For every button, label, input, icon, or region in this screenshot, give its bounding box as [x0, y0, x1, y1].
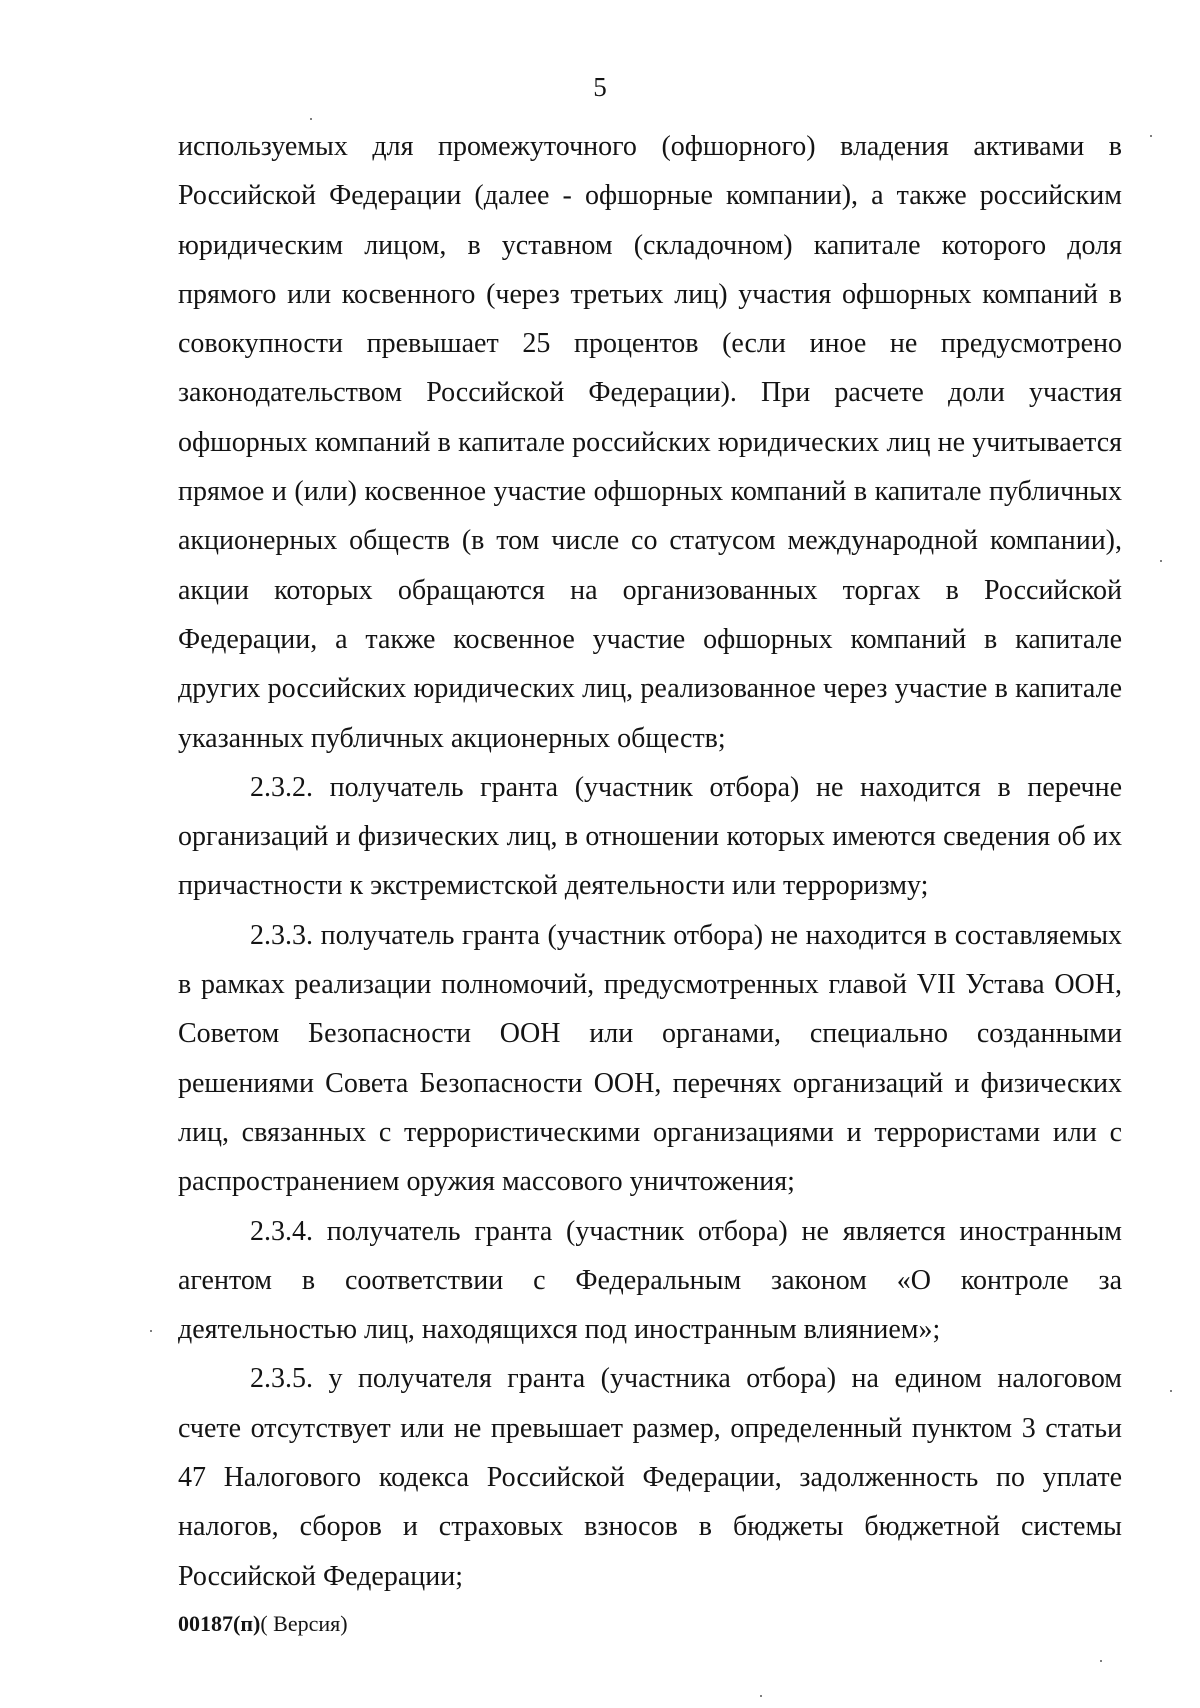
document-body — [178, 122, 1122, 1601]
paragraph-clause-2-3-3: 2.3.3. получатель гранта (участник отбора) не находится в составляемых в рамках реализации полномочий, предусмотренных главой VII Устава ООН, Советом Безопасности ООН или органами, специально созданными решениями Совета Безопасности ООН, перечнях организаций и физических лиц, связанных с террористическими организациями и террористами или с распространением оружия массового уничтожения; — [178, 919, 1122, 1198]
scan-speck — [1160, 560, 1162, 562]
scan-speck — [150, 1330, 152, 1332]
page-number: 5 — [593, 72, 607, 102]
scan-speck — [310, 118, 312, 120]
document-code: 00187(п) — [178, 1611, 261, 1636]
document-version: ( Версия) — [260, 1611, 348, 1636]
scan-speck — [1170, 1390, 1172, 1392]
paragraph-clause-2-3-2: 2.3.2. получатель гранта (участник отбора) не находится в перечне организаций и физических лиц, в отношении которых имеются сведения об их причастности к экстремистской деятельности или терроризму; — [178, 771, 1122, 902]
scan-speck — [1150, 135, 1152, 137]
paragraph-clause-2-3-5: 2.3.5. у получателя гранта (участника отбора) на едином налоговом счете отсутствует или не превышает размер, определенный пунктом 3 статьи 47 Налогового кодекса Российской Федерации, задолженность по уплате налогов, сборов и страховых взносов в бюджеты бюджетной системы Российской Федерации; — [178, 1363, 1122, 1592]
scan-speck — [760, 1695, 762, 1697]
paragraph-continuation: используемых для промежуточного (офшорного) владения активами в Российской Федерации (далее - офшорные компании), а также российским юридическим лицом, в уставном (складочном) капитале которого доля прямого или косвенного (через третьих лиц) участия офшорных компаний в совокупности превышает 25 процентов (если иное не предусмотрено законодательством Российской Федерации). При расчете доли участия офшорных компаний в капитале российских юридических лиц не учитывается прямое и (или) косвенное участие офшорных компаний в капитале публичных акционерных обществ (в том числе со статусом международной компании), акции которых обращаются на организованных торгах в Российской Федерации, а также косвенное участие офшорных компаний в капитале других российских юридических лиц, реализованное через участие в капитале указанных публичных акционерных обществ; — [178, 131, 1122, 754]
document-footer — [178, 1610, 348, 1638]
scan-speck — [1100, 1660, 1102, 1662]
paragraph-clause-2-3-4: 2.3.4. получатель гранта (участник отбора) не является иностранным агентом в соответствии с Федеральным законом «О контроле за деятельностью лиц, находящихся под иностранным влиянием»; — [178, 1215, 1122, 1346]
